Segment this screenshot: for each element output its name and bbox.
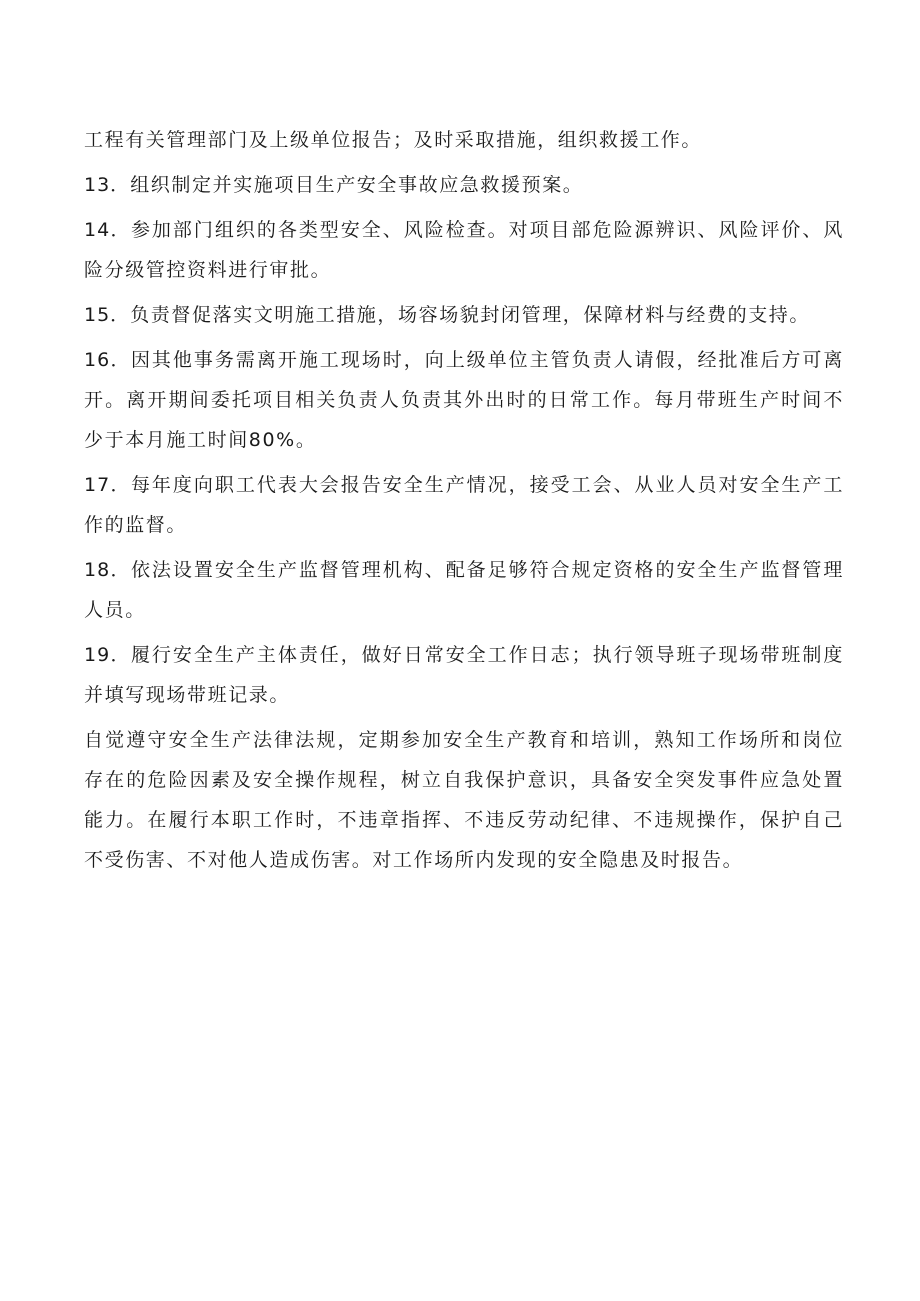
paragraph-item-14 xyxy=(84,210,844,290)
paragraph-item-15 xyxy=(84,295,844,335)
paragraph-text: 工程有关管理部门及上级单位报告；及时采取措施，组织救援工作。 xyxy=(84,129,703,151)
paragraph-item-16 xyxy=(84,340,844,460)
paragraph-text: 自觉遵守安全生产法律法规，定期参加安全生产教育和培训，熟知工作场所和岗位存在的危险因素及安全操作规程，树立自我保护意识，具备安全突发事件应急处置能力。在履行本职工作时，不违章指挥、不违反劳动纪律、不违规操作，保护自己不受伤害、不对他人造成伤害。对工作场所内发现的安全隐患及时报告。 xyxy=(84,729,844,871)
paragraph-text: 因其他事务需离开施工现场时，向上级单位主管负责人请假，经批准后方可离开。离开期间委托项目相关负责人负责其外出时的日常工作。每月带班生产时间不少于本月施工时间80%。 xyxy=(84,349,844,451)
paragraph-number: 17． xyxy=(84,474,131,496)
paragraph-item-18 xyxy=(84,550,844,630)
paragraph-text: 依法设置安全生产监督管理机构、配备足够符合规定资格的安全生产监督管理人员。 xyxy=(84,559,844,621)
document-body xyxy=(84,120,844,885)
paragraph-summary xyxy=(84,720,844,880)
paragraph-number: 15． xyxy=(84,304,131,326)
paragraph-number: 13． xyxy=(84,174,131,196)
paragraph-number: 19． xyxy=(84,644,131,666)
paragraph-item-13 xyxy=(84,165,844,205)
paragraph-text: 履行安全生产主体责任，做好日常安全工作日志；执行领导班子现场带班制度并填写现场带班记录。 xyxy=(84,644,844,706)
paragraph-number: 14． xyxy=(84,219,131,241)
paragraph-item-19 xyxy=(84,635,844,715)
paragraph-number: 16． xyxy=(84,349,131,371)
paragraph-text: 负责督促落实文明施工措施，场容场貌封闭管理，保障材料与经费的支持。 xyxy=(130,304,810,326)
paragraph-text: 参加部门组织的各类型安全、风险检查。对项目部危险源辨识、风险评价、风险分级管控资料进行审批。 xyxy=(84,219,844,281)
paragraph-continuation xyxy=(84,120,844,160)
paragraph-item-17 xyxy=(84,465,844,545)
paragraph-number: 18． xyxy=(84,559,131,581)
paragraph-text: 组织制定并实施项目生产安全事故应急救援预案。 xyxy=(130,174,584,196)
paragraph-text: 每年度向职工代表大会报告安全生产情况，接受工会、从业人员对安全生产工作的监督。 xyxy=(84,474,844,536)
